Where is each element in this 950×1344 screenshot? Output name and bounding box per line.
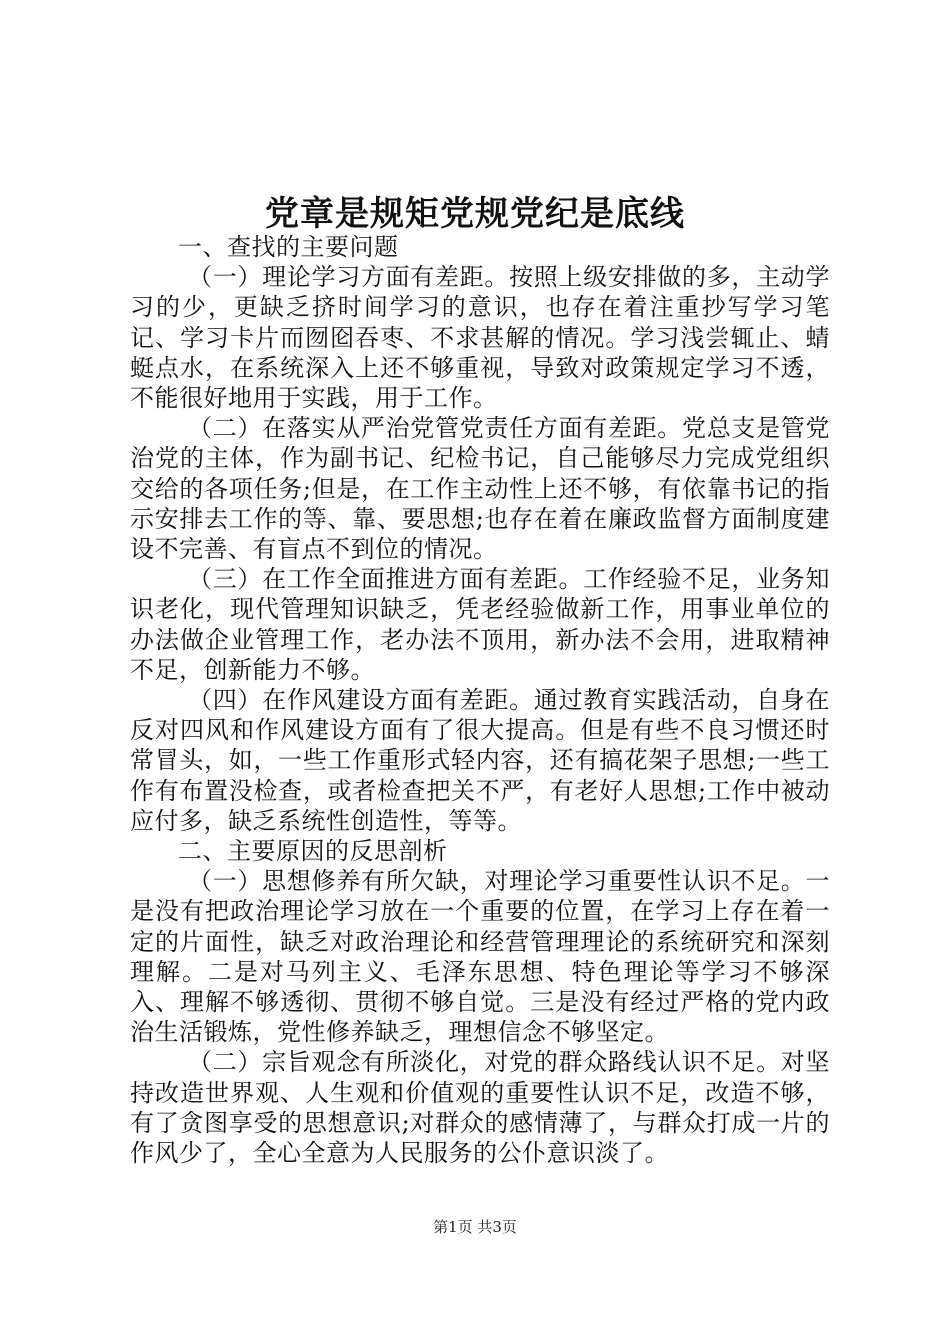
paragraph: （二）宗旨观念有所淡化，对党的群众路线认识不足。对坚持改造世界观、人生观和价值观的重要性认识不足，改造不够，有了贪图享受的思想意识;对群众的感情薄了，与群众打成一片的作风少了，全心全意为人民服务的公仆意识淡了。: [130, 1048, 830, 1168]
paragraph: （一）思想修养有所欠缺，对理论学习重要性认识不足。一是没有把政治理论学习放在一个重要的位置，在学习上存在着一定的片面性，缺乏对政治理论和经营管理理论的系统研究和深刻理解。二是对马列主义、毛泽东思想、特色理论等学习不够深入、理解不够透彻、贯彻不够自觉。三是没有经过严格的党内政治生活锻炼，党性修养缺乏，理想信念不够坚定。: [130, 867, 830, 1047]
paragraph: （三）在工作全面推进方面有差距。工作经验不足，业务知识老化，现代管理知识缺乏，凭老经验做新工作，用事业单位的办法做企业管理工作，老办法不顶用，新办法不会用，进取精神不足，创新能力不够。: [130, 565, 830, 684]
document-title: 党章是规矩党规党纪是底线: [265, 194, 685, 234]
document-body: [130, 232, 830, 1168]
paragraph: （四）在作风建设方面有差距。通过教育实践活动，自身在反对四风和作风建设方面有了很大提高。但是有些不良习惯还时常冒头，如，一些工作重形式轻内容，还有搞花架子思想;一些工作有布置没检查，或者检查把关不严，有老好人思想;工作中被动应付多，缺乏系统性创造性，等等。: [130, 686, 830, 835]
paragraph: （一）理论学习方面有差距。按照上级安排做的多，主动学习的少，更缺乏挤时间学习的意识，也存在着注重抄写学习笔记、学习卡片而囫囵吞枣、不求甚解的情况。学习浅尝辄止、蜻蜓点水，在系统深入上还不够重视，导致对政策规定学习不透，不能很好地用于实践，用于工作。: [130, 263, 830, 413]
paragraph: （二）在落实从严治党管党责任方面有差距。党总支是管党治党的主体，作为副书记、纪检书记，自己能够尽力完成党组织交给的各项任务;但是，在工作主动性上还不够，有依靠书记的指示安排去工作的等、靠、要思想;也存在着在廉政监督方面制度建设不完善、有盲点不到位的情况。: [130, 414, 830, 564]
section-heading: 一、查找的主要问题: [178, 233, 399, 261]
page-number-footer: 第1页 共3页: [433, 1218, 517, 1236]
section-heading: 二、主要原因的反思剖析: [178, 837, 448, 866]
